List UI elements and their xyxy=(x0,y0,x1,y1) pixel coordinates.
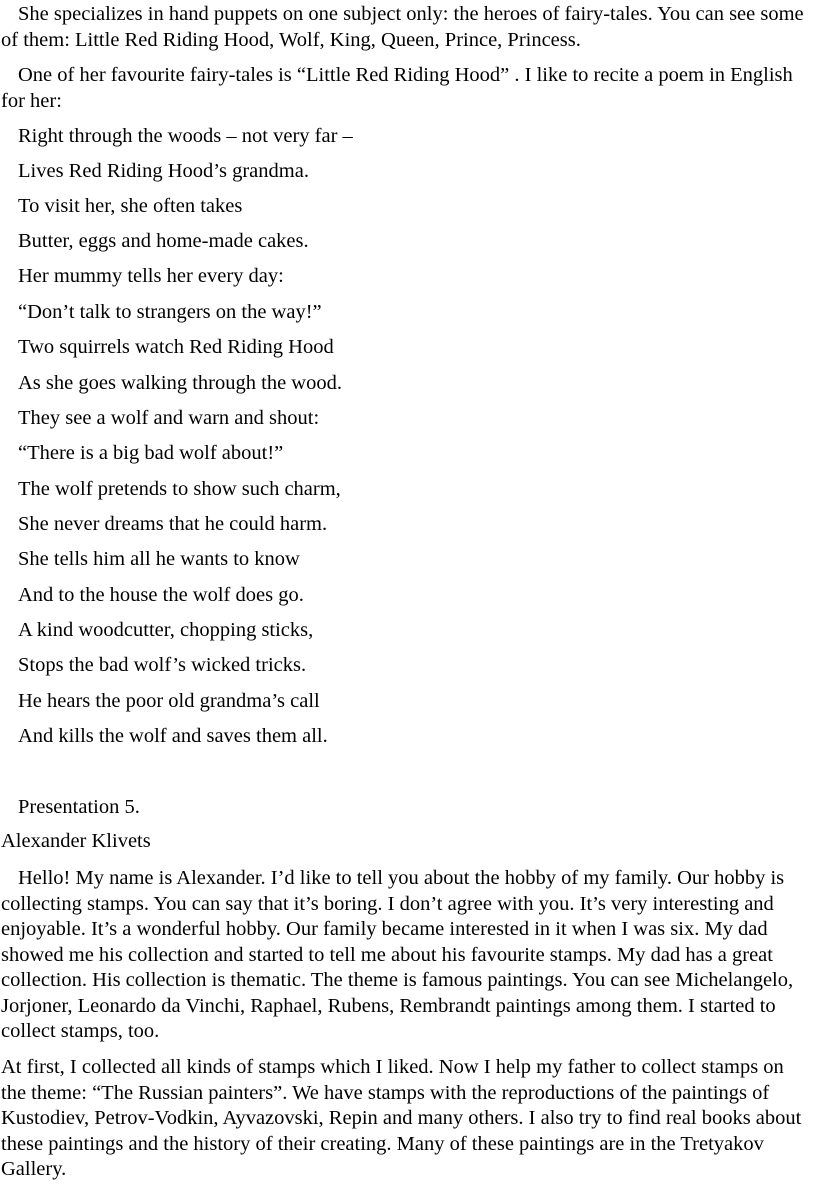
intro-paragraph-puppets: She specializes in hand puppets on one subject only: the heroes of fairy-tales. You can see some of them: Little Red Riding Hood, Wolf, King, Queen, Prince, Princess. xyxy=(1,3,804,51)
poem-line: She tells him all he wants to know xyxy=(18,548,300,570)
poem-line: Her mummy tells her every day: xyxy=(18,265,284,287)
poem-line: She never dreams that he could harm. xyxy=(18,513,328,535)
presentation-paragraph-stamps: At first, I collected all kinds of stamps which I liked. Now I help my father to collect stamps on the theme: “The Russian painters”. We have stamps with the reproductions of the paintings of Kustodiev, Petrov-Vodkin, Ayvazovski, Repin and many others. I also try to find real books about these paintings and the history of their creating. Many of these paintings are in the Tretyakov Gallery. xyxy=(1,1056,802,1180)
poem-line: He hears the poor old grandma’s call xyxy=(18,690,320,712)
poem-line: “Don’t talk to strangers on the way!” xyxy=(18,301,322,323)
poem-line: Butter, eggs and home-made cakes. xyxy=(18,230,309,252)
poem-line: The wolf pretends to show such charm, xyxy=(18,478,341,500)
poem-line: Two squirrels watch Red Riding Hood xyxy=(18,336,334,358)
poem-line: A kind woodcutter, chopping sticks, xyxy=(18,619,314,641)
poem-line: Stops the bad wolf’s wicked tricks. xyxy=(18,654,307,676)
poem-line: They see a wolf and warn and shout: xyxy=(18,407,320,429)
poem-line: And to the house the wolf does go. xyxy=(18,584,304,606)
poem-line: Lives Red Riding Hood’s grandma. xyxy=(18,160,309,182)
presentation-paragraph-hobby: Hello! My name is Alexander. I’d like to tell you about the hobby of my family. Our hobby is collecting stamps. You can say that it’s boring. I don’t agree with you. It’s very interesting and enjoyable. It’s a wonderful hobby. Our family became interested in it when I was six. My dad showed me his collection and started to tell me about his favourite stamps. My dad has a great collection. His collection is thematic. The theme is famous paintings. You can see Michelangelo, Jorjoner, Leonardo da Vinchi, Raphael, Rubens, Rembrandt paintings among them. I started to collect stamps, too. xyxy=(1,867,794,1042)
poem-line: As she goes walking through the wood. xyxy=(18,372,342,394)
intro-paragraph-fairy-tale: One of her favourite fairy-tales is “Little Red Riding Hood” . I like to recite a poem in English for her: xyxy=(1,64,793,112)
poem-line: Right through the woods – not very far – xyxy=(18,125,353,147)
poem-line: “There is a big bad wolf about!” xyxy=(18,442,284,464)
presentation-title: Presentation 5. xyxy=(18,796,140,818)
poem-line: And kills the wolf and saves them all. xyxy=(18,725,328,747)
poem-line: To visit her, she often takes xyxy=(18,195,243,217)
presentation-author: Alexander Klivets xyxy=(1,830,151,852)
